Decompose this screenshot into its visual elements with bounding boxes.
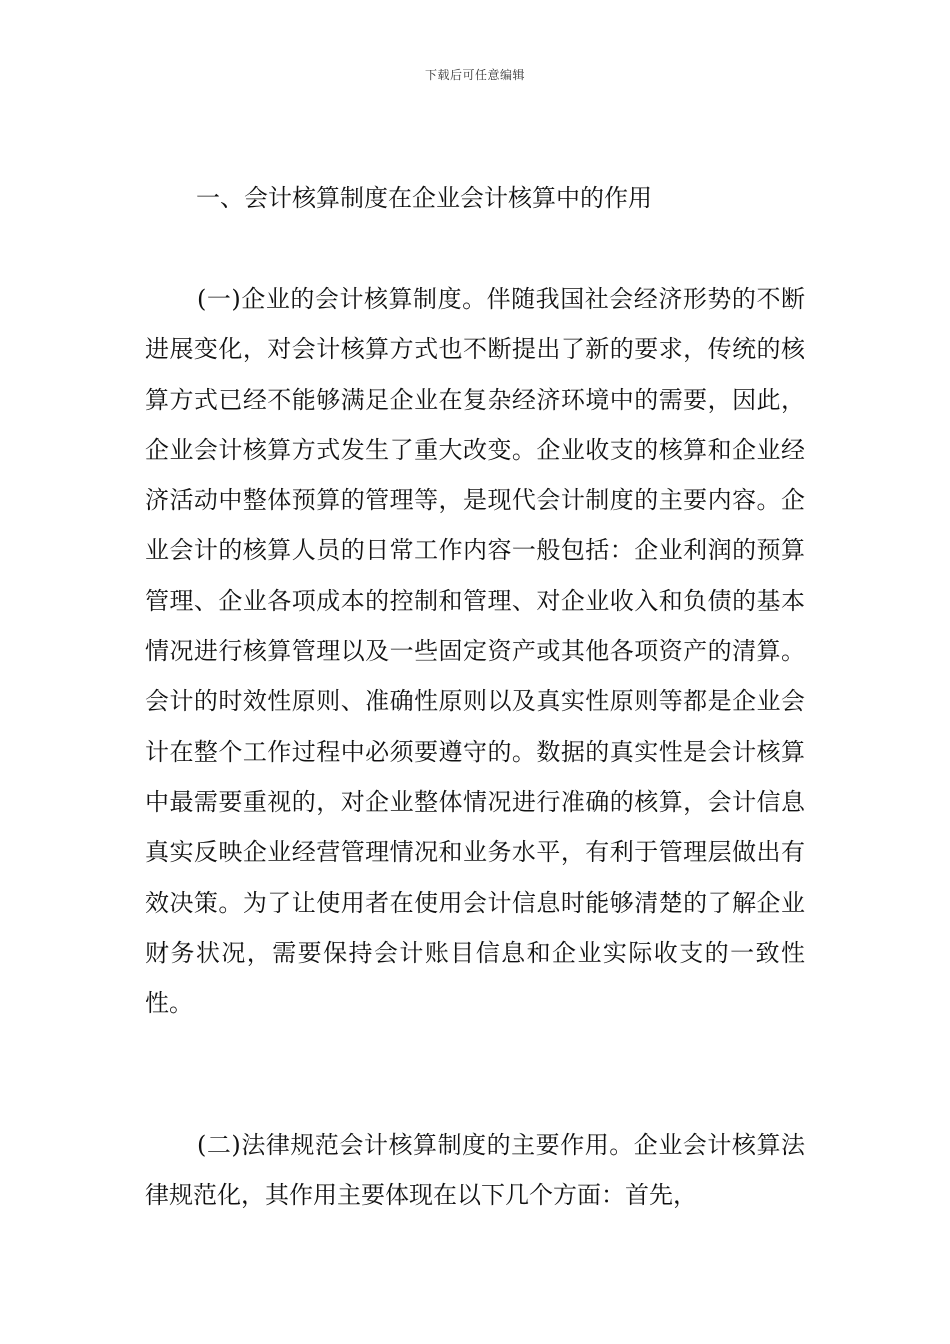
header-note: 下载后可任意编辑 xyxy=(424,68,525,82)
body-paragraph-2: (二)法律规范会计核算制度的主要作用。企业会计核算法律规范化，其作用主要体现在以下几个方面：首先， xyxy=(145,1131,805,1210)
body-paragraph-1: (一)企业的会计核算制度。伴随我国社会经济形势的不断进展变化，对会计核算方式也不断提出了新的要求，传统的核算方式已经不能够满足企业在复杂经济环境中的需要，因此，企业会计核算方式发生了重大改变。企业收支的核算和企业经济活动中整体预算的管理等，是现代会计制度的主要内容。企业会计的核算人员的日常工作内容一般包括：企业利润的预算管理、企业各项成本的控制和管理、对企业收入和负债的基本情况进行核算管理以及一些固定资产或其他各项资产的清算。会计的时效性原则、准确性原则以及真实性原则等都是企业会计在整个工作过程中必须要遵守的。数据的真实性是会计核算中最需要重视的，对企业整体情况进行准确的核算，会计信息真实反映企业经营管理情况和业务水平，有利于管理层做出有效决策。为了让使用者在使用会计信息时能够清楚的了解企业财务状况，需要保持会计账目信息和企业实际收支的一致性性。 xyxy=(145,285,805,1018)
section-heading: 一、会计核算制度在企业会计核算中的作用 xyxy=(196,184,652,212)
